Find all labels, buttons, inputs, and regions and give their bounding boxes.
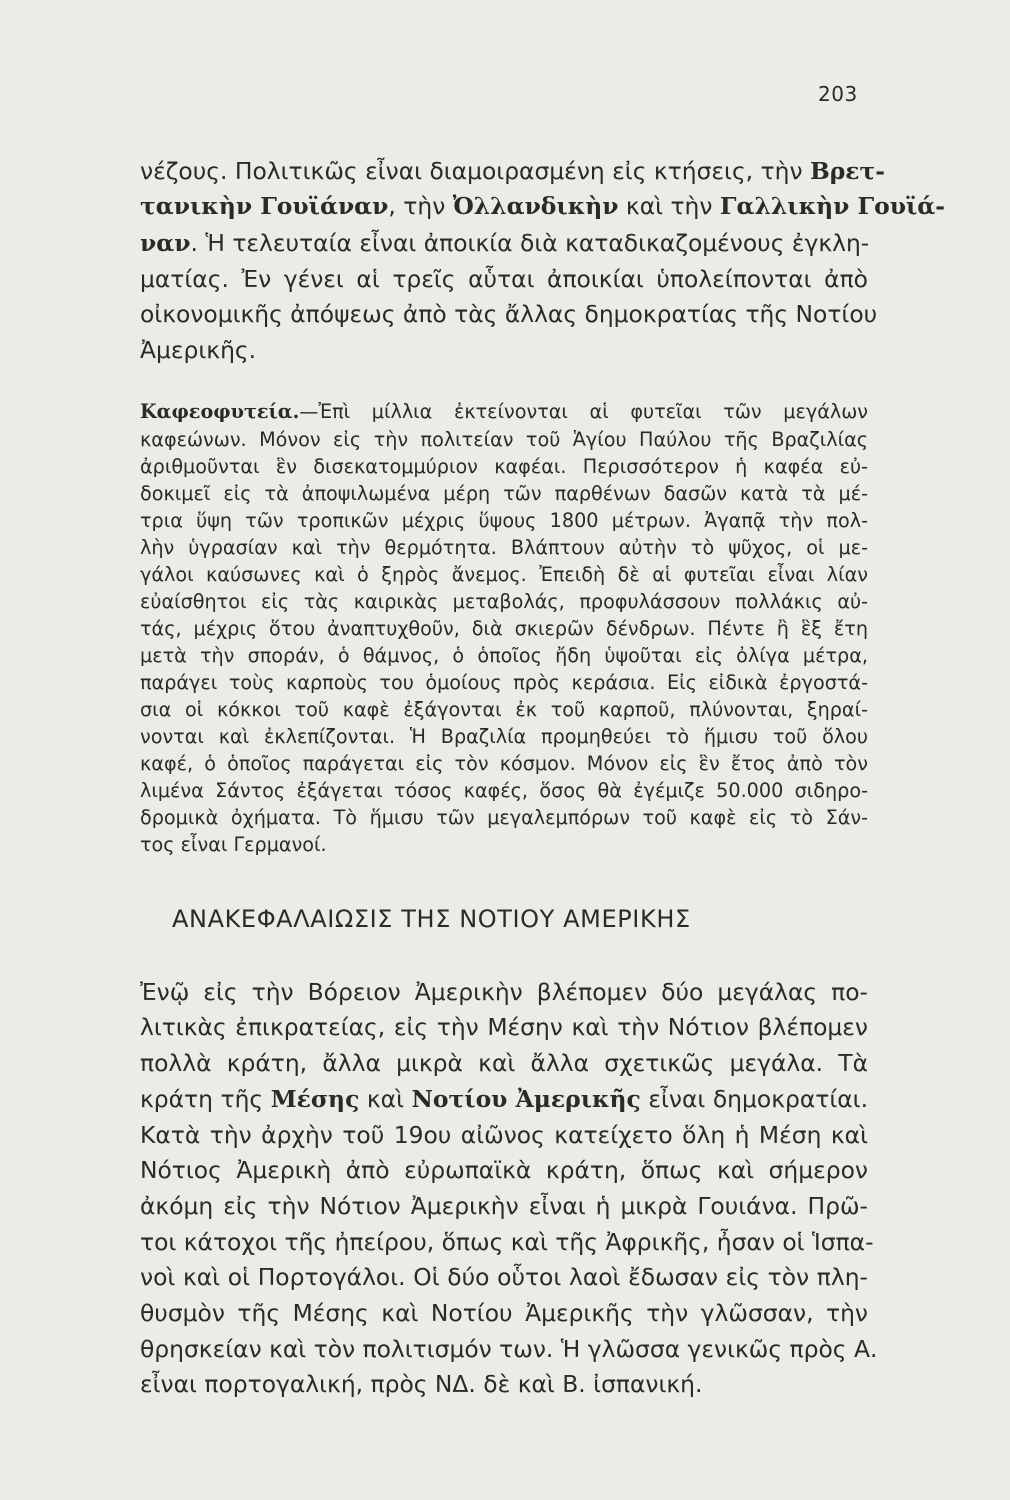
section-heading: ΑΝΑΚΕΦΑΛΑΙΩΣΙΣ ΤΗΣ ΝΟΤΙΟΥ ΑΜΕΡΙΚΗΣ (172, 905, 691, 933)
text-line: ἀριθμοῦνται ἓν δισεκατομμύριον καφέαι. Περισσότερον ἡ καφέα εὐ- (140, 455, 868, 478)
text-line: νονται καὶ ἐκλεπίζονται. Ἡ Βραζιλία προμηθεύει τὸ ἥμισυ τοῦ ὅλου (140, 725, 868, 748)
text-line: εὐαίσθητοι εἰς τὰς καιρικὰς μεταβολάς, προφυλάσσουν πολλάκις αὐ- (140, 590, 868, 613)
text-line: νέζους. Πολιτικῶς εἶναι διαμοιρασμένη εἰς κτήσεις, τὴν Βρετ- (140, 157, 885, 185)
text-line: γάλοι καύσωνες καὶ ὁ ξηρὸς ἄνεμος. Ἐπειδὴ δὲ αἱ φυτεῖαι εἶναι λίαν (140, 563, 868, 586)
text-line: Καφεοφυτεία.—Ἐπὶ μίλλια ἐκτείνονται αἱ φυτεῖαι τῶν μεγάλων (140, 400, 868, 423)
text-line: ματίας. Ἐν γένει αἱ τρεῖς αὗται ἀποικίαι ὑπολείπονται ἀπὸ (140, 265, 868, 293)
text-line: Κατὰ τὴν ἀρχὴν τοῦ 19ου αἰῶνος κατείχετο ὅλη ἡ Μέση καὶ (140, 1121, 868, 1149)
text-line: νοὶ καὶ οἱ Πορτογάλοι. Οἱ δύο οὗτοι λαοὶ ἔδωσαν εἰς τὸν πλη- (140, 1263, 868, 1291)
text-line: λιτικὰς ἐπικρατείας, εἰς τὴν Μέσην καὶ τὴν Νότιον βλέπομεν (140, 1013, 868, 1041)
text-line: τανικὴν Γουϊάναν, τὴν Ὀλλανδικὴν καὶ τὴν Γαλλικὴν Γουϊά- (140, 192, 945, 220)
text-line: Ἐνῷ εἰς τὴν Βόρειον Ἀμερικὴν βλέπομεν δύο μεγάλας πο- (140, 978, 868, 1006)
text-line: καφέ, ὁ ὁποῖος παράγεται εἰς τὸν κόσμον. Μόνον εἰς ἓν ἔτος ἀπὸ τὸν (140, 752, 868, 775)
text-line: τος εἶναι Γερμανοί. (140, 833, 327, 856)
text-line: τοι κάτοχοι τῆς ἠπείρου, ὅπως καὶ τῆς Ἀφρικῆς, ἦσαν οἱ Ἱσπα- (140, 1228, 874, 1256)
text-line: ἀκόμη εἰς τὴν Νότιον Ἀμερικὴν εἶναι ἡ μικρὰ Γουιάνα. Πρῶ- (140, 1192, 868, 1220)
text-line: τρια ὕψη τῶν τροπικῶν μέχρις ὕψους 1800 μέτρων. Ἀγαπᾷ τὴν πολ- (140, 509, 868, 532)
page-number: 203 (818, 82, 858, 106)
text-line: δρομικὰ ὀχήματα. Τὸ ἥμισυ τῶν μεγαλεμπόρων τοῦ καφὲ εἰς τὸ Σάν- (140, 806, 868, 829)
text-line: εἶναι πορτογαλική, πρὸς ΝΔ. δὲ καὶ Β. ἰσπανική. (140, 1370, 703, 1398)
text-line: θυσμὸν τῆς Μέσης καὶ Νοτίου Ἀμερικῆς τὴν γλῶσσαν, τὴν (140, 1299, 868, 1327)
text-line: παράγει τοὺς καρποὺς του ὁμοίους πρὸς κεράσια. Εἰς εἰδικὰ ἐργοστά- (140, 671, 868, 694)
text-line: οἰκονομικῆς ἀπόψεως ἀπὸ τὰς ἄλλας δημοκρατίας τῆς Νοτίου (140, 300, 878, 328)
text-line: δοκιμεῖ εἰς τὰ ἀποψιλωμένα μέρη τῶν παρθένων δασῶν κατὰ τὰ μέ- (140, 482, 868, 505)
text-line: λιμένα Σάντος ἐξάγεται τόσος καφές, ὅσος θὰ ἐγέμιζε 50.000 σιδηρο- (140, 779, 868, 802)
text-line: μετὰ τὴν σποράν, ὁ θάμνος, ὁ ὁποῖος ἤδη ὑψοῦται εἰς ὀλίγα μέτρα, (140, 644, 868, 667)
text-line: Νότιος Ἀμερικὴ ἀπὸ εὐρωπαϊκὰ κράτη, ὅπως καὶ σήμερον (140, 1156, 868, 1184)
text-line: σια οἱ κόκκοι τοῦ καφὲ ἐξάγονται ἐκ τοῦ καρποῦ, πλύνονται, ξηραί- (140, 698, 868, 721)
text-line: πολλὰ κράτη, ἄλλα μικρὰ καὶ ἄλλα σχετικῶς μεγάλα. Τὰ (140, 1049, 868, 1077)
text-line: θρησκείαν καὶ τὸν πολιτισμόν των. Ἡ γλῶσσα γενικῶς πρὸς Α. (140, 1335, 878, 1363)
section-title-coffee: Καφεοφυτεία. (140, 400, 300, 423)
text-line: ναν. Ἡ τελευταία εἶναι ἀποικία διὰ καταδικαζομένους ἐγκλη- (140, 229, 870, 257)
text-line: λὴν ὑγρασίαν καὶ τὴν θερμότητα. Βλάπτουν αὐτὴν τὸ ψῦχος, οἱ με- (140, 536, 868, 559)
text-line: τάς, μέχρις ὅτου ἀναπτυχθοῦν, διὰ σκιερῶν δένδρων. Πέντε ἢ ἓξ ἔτη (140, 617, 868, 640)
text-line: καφεώνων. Μόνον εἰς τὴν πολιτείαν τοῦ Ἁγίου Παύλου τῆς Βραζιλίας (140, 428, 868, 451)
text-line: κράτη τῆς Μέσης καὶ Νοτίου Ἀμερικῆς εἶναι δημοκρατίαι. (140, 1085, 869, 1113)
text-line: Ἀμερικῆς. (140, 336, 257, 364)
